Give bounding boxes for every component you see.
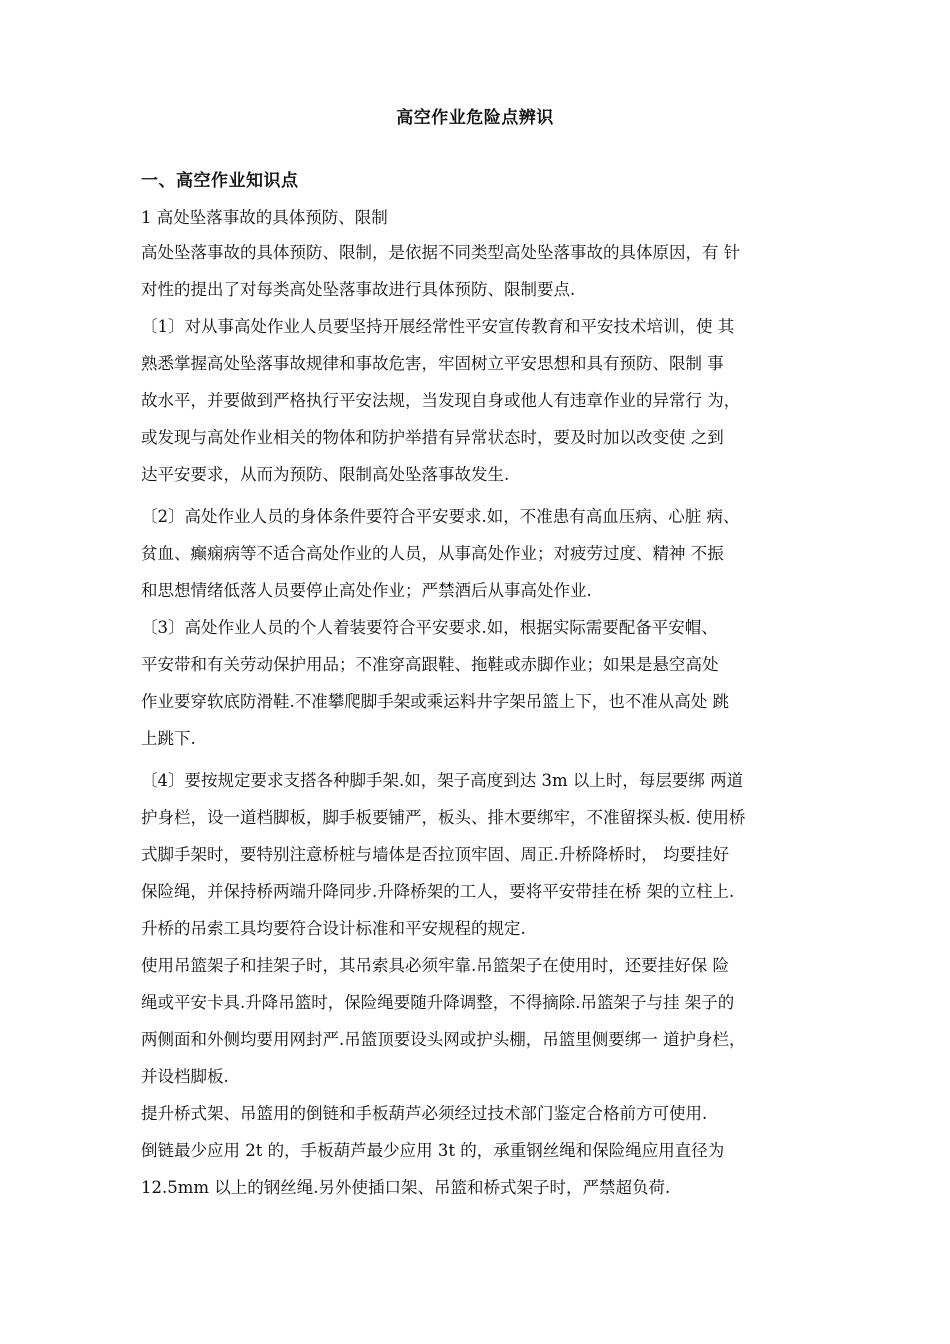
paragraph-line: 绳或平安卡具.升降吊篮时，保险绳要随升降调整，不得摘除.吊篮架子与挂 架子的 (141, 993, 735, 1012)
paragraph-line: 两侧面和外侧均要用网封严.吊篮顶要设头网或护头棚，吊篮里侧要绑一 道护身栏， (141, 1030, 746, 1049)
paragraph-line: 倒链最少应用 2t 的，手板葫芦最少应用 3t 的，承重钢丝绳和保险绳应用直径为 (141, 1141, 725, 1160)
paragraph-line: 并设档脚板. (141, 1067, 229, 1086)
paragraph-line: 对性的提出了对每类高处坠落事故进行具体预防、限制要点. (141, 280, 576, 299)
paragraph-line: 护身栏，设一道档脚板，脚手板要铺严，板头、排木要绑牢，不准留探头板. 使用桥 (141, 808, 746, 827)
paragraph-line: 升桥的吊索工具均要符合设计标准和平安规程的规定. (141, 919, 526, 938)
paragraph-line: 上跳下. (141, 729, 196, 748)
paragraph-line: 1 高处坠落事故的具体预防、限制 (141, 208, 388, 227)
paragraph-line: 作业要穿软底防滑鞋.不准攀爬脚手架或乘运料井字架吊篮上下，也不准从高处 跳 (141, 692, 729, 711)
paragraph-line: 式脚手架时，要特别注意桥桩与墙体是否拉顶牢固、周正.升桥降桥时， 均要挂好 (141, 845, 729, 864)
paragraph-line: 使用吊篮架子和挂架子时，其吊索具必须牢靠.吊篮架子在使用时，还要挂好保 险 (141, 956, 729, 975)
paragraph-line: 高处坠落事故的具体预防、限制，是依据不同类型高处坠落事故的具体原因，有 针 (141, 243, 741, 262)
paragraph-line: 保险绳，并保持桥两端升降同步.升降桥架的工人，要将平安带挂在桥 架的立柱上. (141, 882, 735, 901)
paragraph-line: 和思想情绪低落人员要停止高处作业；严禁酒后从事高处作业. (141, 581, 592, 600)
paragraph-line: 〔3〕高处作业人员的个人着装要符合平安要求.如，根据实际需要配备平安帽、 (141, 618, 718, 637)
section-heading: 一、高空作业知识点 (141, 171, 299, 191)
paragraph-line: 〔2〕高处作业人员的身体条件要符合平安要求.如，不准患有高血压病、心脏 病、 (141, 507, 740, 526)
paragraph-line: 熟悉掌握高处坠落事故规律和事故危害，牢固树立平安思想和具有预防、限制 事 (141, 354, 724, 373)
document-title: 高空作业危险点辨识 (396, 108, 554, 128)
paragraph-line: 12.5mm 以上的钢丝绳.另外使插口架、吊篮和桥式架子时，严禁超负荷. (141, 1178, 671, 1197)
paragraph-line: 故水平，并要做到严格执行平安法规，当发现自身或他人有违章作业的异常行 为， (141, 391, 741, 410)
paragraph-line: 达平安要求，从而为预防、限制高处坠落事故发生. (141, 465, 510, 484)
paragraph-line: 或发现与高处作业相关的物体和防护举措有异常状态时，要及时加以改变使 之到 (141, 428, 724, 447)
paragraph-line: 提升桥式架、吊篮用的倒链和手板葫芦必须经过技术部门鉴定合格前方可使用. (141, 1104, 708, 1123)
paragraph-line: 〔1〕对从事高处作业人员要坚持开展经常性平安宣传教育和平安技术培训，使 其 (141, 317, 735, 336)
paragraph-line: 平安带和有关劳动保护用品；不准穿高跟鞋、拖鞋或赤脚作业；如果是悬空高处 (141, 655, 719, 674)
paragraph-line: 贫血、癫痫病等不适合高处作业的人员，从事高处作业；对疲劳过度、精神 不振 (141, 544, 724, 563)
paragraph-line: 〔4〕要按规定要求支搭各种脚手架.如，架子高度到达 3m 以上时，每层要绑 两道 (141, 771, 744, 790)
